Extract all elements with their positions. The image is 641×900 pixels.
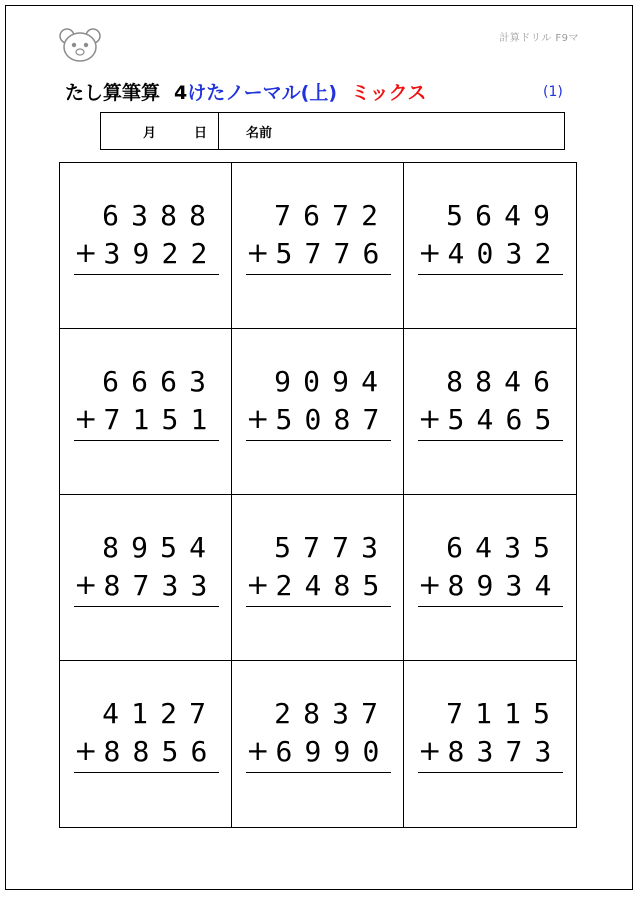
digit: 3 [332, 696, 349, 730]
digits [268, 697, 390, 730]
digits [268, 365, 390, 398]
digit: 7 [505, 734, 523, 768]
digits [440, 199, 562, 232]
digit: 9 [332, 364, 349, 398]
title-part-operation: たし算筆算 [65, 82, 161, 104]
digit: 5 [161, 402, 179, 436]
digits [97, 237, 219, 270]
page-title [65, 78, 427, 104]
digit: 7 [103, 402, 121, 436]
digit: 9 [304, 734, 322, 768]
addend-top [246, 363, 390, 399]
problem-cell [232, 661, 404, 827]
addend-bottom [418, 567, 562, 603]
digits [97, 403, 219, 436]
digit: 2 [274, 696, 291, 730]
digit: 5 [533, 696, 550, 730]
plus-sign: + [74, 236, 98, 269]
page-number: (1) [543, 84, 563, 100]
digits [440, 697, 562, 730]
digit: 9 [476, 568, 494, 602]
name-date-box [100, 112, 565, 150]
digits [268, 531, 390, 564]
digit: 1 [131, 696, 148, 730]
answer-line [246, 274, 391, 275]
digit: 4 [504, 198, 521, 232]
addend-top [74, 197, 218, 233]
digit: 8 [103, 734, 121, 768]
digit: 5 [533, 530, 550, 564]
digit: 6 [160, 364, 177, 398]
digit: 3 [161, 568, 179, 602]
answer-line [418, 274, 563, 275]
digit: 8 [333, 402, 351, 436]
digit: 3 [504, 530, 521, 564]
problem-cell [60, 495, 232, 661]
digit: 6 [102, 198, 119, 232]
digit: 5 [274, 530, 291, 564]
digit: 4 [475, 530, 492, 564]
digits [268, 199, 390, 232]
digit: 4 [361, 364, 378, 398]
digits [440, 531, 562, 564]
digits [97, 735, 219, 768]
digit: 3 [103, 236, 121, 270]
digit: 0 [476, 236, 494, 270]
problem-cell [404, 163, 576, 329]
digit: 4 [189, 530, 206, 564]
digit: 8 [303, 696, 320, 730]
digits [440, 365, 562, 398]
addend-top [74, 695, 218, 731]
digit: 2 [160, 696, 177, 730]
digit: 5 [446, 198, 463, 232]
bear-logo-icon [57, 27, 103, 63]
digit: 8 [475, 364, 492, 398]
brand-label: 計算ドリル F9マ [499, 33, 579, 44]
digit: 8 [189, 198, 206, 232]
digit: 4 [304, 568, 322, 602]
addend-bottom [246, 401, 390, 437]
digit: 7 [333, 236, 351, 270]
digit: 2 [161, 236, 179, 270]
day-label: 日 [194, 126, 208, 141]
digit: 9 [274, 364, 291, 398]
digit: 7 [132, 568, 150, 602]
problem-cell [60, 163, 232, 329]
digit: 6 [303, 198, 320, 232]
plus-sign: + [246, 568, 270, 601]
title-part-digits: 4 [174, 82, 188, 104]
digit: 6 [505, 402, 523, 436]
plus-sign: + [246, 734, 270, 767]
problem-cell [232, 329, 404, 495]
problem-cell [232, 163, 404, 329]
digit: 1 [504, 696, 521, 730]
answer-line [74, 274, 219, 275]
digits [441, 569, 563, 602]
digits [269, 569, 391, 602]
plus-sign: + [418, 734, 442, 767]
addend-top [74, 363, 218, 399]
title-part-level: けたノーマル(上) [187, 82, 338, 104]
digit: 8 [446, 364, 463, 398]
digit: 7 [189, 696, 206, 730]
addend-top [418, 529, 562, 565]
digit: 8 [160, 198, 177, 232]
digit: 5 [534, 402, 552, 436]
addend-top [418, 363, 562, 399]
plus-sign: + [74, 734, 98, 767]
digit: 7 [303, 530, 320, 564]
addend-bottom [418, 401, 562, 437]
problem-cell [60, 661, 232, 827]
digit: 7 [362, 402, 380, 436]
digit: 5 [447, 402, 465, 436]
digit: 8 [333, 568, 351, 602]
digit: 4 [102, 696, 119, 730]
addend-bottom [246, 567, 390, 603]
answer-line [74, 772, 219, 773]
digit: 5 [362, 568, 380, 602]
addend-top [246, 197, 390, 233]
addend-bottom [418, 235, 562, 271]
digit: 7 [332, 198, 349, 232]
digit: 2 [275, 568, 293, 602]
digit: 7 [274, 198, 291, 232]
digit: 3 [190, 568, 208, 602]
plus-sign: + [418, 568, 442, 601]
digit: 7 [332, 530, 349, 564]
digit: 2 [361, 198, 378, 232]
digit: 6 [190, 734, 208, 768]
digit: 6 [131, 364, 148, 398]
digits [441, 403, 563, 436]
digit: 6 [475, 198, 492, 232]
digit: 9 [132, 236, 150, 270]
digit: 3 [131, 198, 148, 232]
digits [269, 735, 391, 768]
digit: 1 [475, 696, 492, 730]
digits [269, 403, 391, 436]
problem-cell [232, 495, 404, 661]
digit: 3 [505, 236, 523, 270]
plus-sign: + [74, 568, 98, 601]
answer-line [418, 772, 563, 773]
digit: 4 [504, 364, 521, 398]
name-box-divider [218, 113, 219, 149]
digit: 9 [533, 198, 550, 232]
addend-bottom [74, 567, 218, 603]
digit: 8 [447, 734, 465, 768]
digits [97, 569, 219, 602]
addend-top [246, 695, 390, 731]
addend-bottom [74, 401, 218, 437]
addend-bottom [246, 235, 390, 271]
digit: 6 [362, 236, 380, 270]
digit: 0 [304, 402, 322, 436]
problem-cell [60, 329, 232, 495]
digit: 7 [446, 696, 463, 730]
digit: 6 [533, 364, 550, 398]
digit: 5 [275, 236, 293, 270]
digit: 0 [303, 364, 320, 398]
digits [269, 237, 391, 270]
digits [96, 531, 218, 564]
name-label: 名前 [246, 126, 273, 141]
digit: 5 [160, 530, 177, 564]
plus-sign: + [418, 402, 442, 435]
digit: 9 [333, 734, 351, 768]
digit: 3 [189, 364, 206, 398]
problem-cell [404, 661, 576, 827]
digit: 4 [476, 402, 494, 436]
plus-sign: + [74, 402, 98, 435]
digit: 8 [103, 568, 121, 602]
digits [441, 237, 563, 270]
answer-line [74, 606, 219, 607]
digit: 5 [161, 734, 179, 768]
addend-top [74, 529, 218, 565]
digit: 8 [102, 530, 119, 564]
digit: 3 [476, 734, 494, 768]
title-part-mix: ミックス [351, 82, 427, 104]
plus-sign: + [246, 402, 270, 435]
digit: 8 [132, 734, 150, 768]
digit: 6 [275, 734, 293, 768]
addend-bottom [74, 733, 218, 769]
addend-bottom [74, 235, 218, 271]
addend-bottom [246, 733, 390, 769]
digits [96, 697, 218, 730]
digit: 1 [190, 402, 208, 436]
answer-line [246, 606, 391, 607]
answer-line [246, 440, 391, 441]
digit: 2 [190, 236, 208, 270]
addend-top [418, 197, 562, 233]
digit: 1 [132, 402, 150, 436]
digit: 6 [102, 364, 119, 398]
answer-line [418, 606, 563, 607]
digit: 9 [131, 530, 148, 564]
digit: 0 [362, 734, 380, 768]
digit: 3 [505, 568, 523, 602]
digit: 5 [275, 402, 293, 436]
digit: 4 [534, 568, 552, 602]
digit: 3 [534, 734, 552, 768]
month-label: 月 [143, 126, 157, 141]
digit: 7 [361, 696, 378, 730]
answer-line [418, 440, 563, 441]
problem-cell [404, 329, 576, 495]
digits [441, 735, 563, 768]
digit: 4 [447, 236, 465, 270]
digit: 6 [446, 530, 463, 564]
plus-sign: + [418, 236, 442, 269]
addend-bottom [418, 733, 562, 769]
digits [96, 199, 218, 232]
problem-cell [404, 495, 576, 661]
plus-sign: + [246, 236, 270, 269]
digit: 2 [534, 236, 552, 270]
digits [96, 365, 218, 398]
addend-top [418, 695, 562, 731]
answer-line [74, 440, 219, 441]
digit: 3 [361, 530, 378, 564]
addend-top [246, 529, 390, 565]
digit: 7 [304, 236, 322, 270]
digit: 8 [447, 568, 465, 602]
problem-grid [59, 162, 577, 828]
answer-line [246, 772, 391, 773]
